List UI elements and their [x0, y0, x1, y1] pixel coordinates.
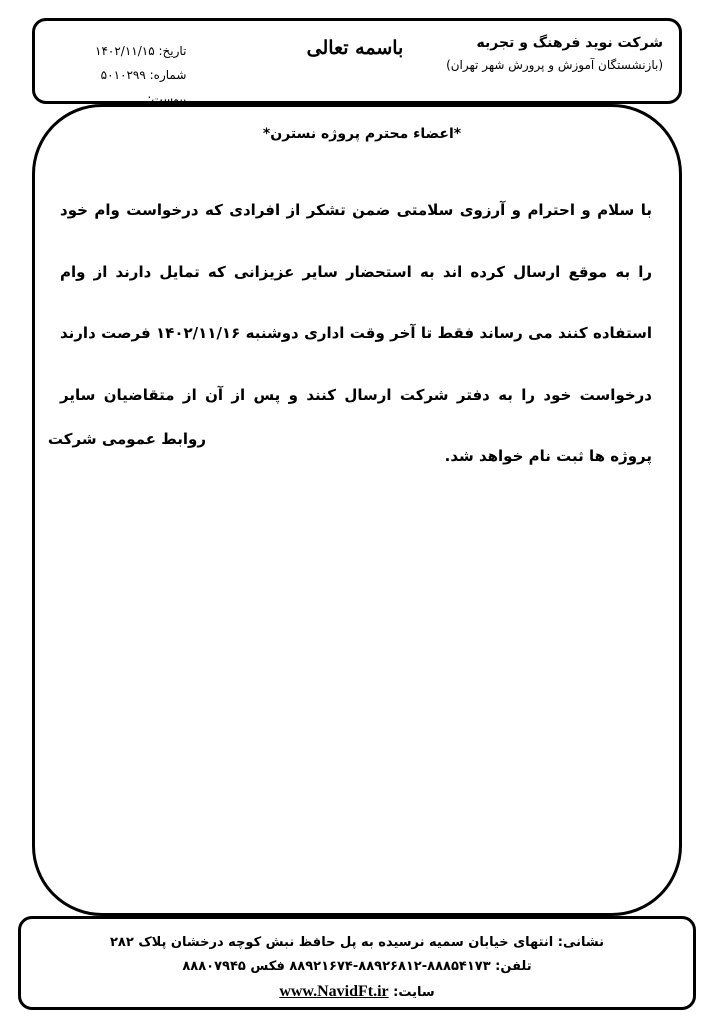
phone-numbers: ۸۸۸۵۴۱۷۳-۸۸۹۲۶۸۱۲-۸۸۹۲۱۶۷۴ [289, 959, 491, 974]
letterhead [32, 18, 682, 104]
site-link[interactable]: www.NavidFt.ir [279, 983, 389, 1000]
site-label: سایت: [393, 985, 435, 1000]
letter-subject: *اعضاء محترم پروژه نسترن* [262, 126, 462, 142]
letter-paragraph: با سلام و احترام و آرزوی سلامتی ضمن تشکر از افرادی که درخواست وام خود را به موقع ارسال کرده اند به استحضار سایر عزیزانی که تمایل دارند از وام استفاده کنند می رساند فقط تا آخر وقت اداری دوشنبه ۱۴۰۲/۱۱/۱۶ فرصت دارند درخواست خود را به دفتر شرکت ارسال کنند و پس از آن از متقاضیان سایر پروژه ها ثبت نام خواهد شد. [60, 201, 652, 465]
letter-signature: روابط عمومی شرکت [47, 430, 206, 448]
number-value: ۵۰۱۰۲۹۹ [100, 68, 146, 82]
date-value: ۱۴۰۲/۱۱/۱۵ [95, 44, 155, 58]
number-label: شماره: [149, 68, 187, 82]
company-block [446, 35, 663, 72]
attachment-label: پیوست: [147, 92, 187, 106]
footer-address: نشانی: انتهای خیابان سمیه نرسیده به پل حافظ نبش کوچه درخشان پلاک ۲۸۲ [110, 935, 604, 950]
company-subtitle: (بازنشستگان آموزش و پرورش شهر تهران) [446, 58, 663, 72]
invocation: باسمه تعالی [306, 37, 404, 59]
fax-label: فکس [250, 959, 285, 974]
letter-footer [18, 916, 696, 1010]
number-row [95, 63, 186, 87]
date-row [95, 39, 186, 63]
phone-label: تلفن: [495, 959, 532, 974]
footer-contact [21, 959, 693, 974]
fax-number: ۸۸۸۰۷۹۴۵ [182, 959, 246, 974]
footer-site [21, 983, 693, 1001]
company-name: شرکت نوید فرهنگ و تجربه [476, 35, 663, 51]
date-label: تاریخ: [158, 44, 187, 58]
letter-meta [95, 39, 186, 111]
